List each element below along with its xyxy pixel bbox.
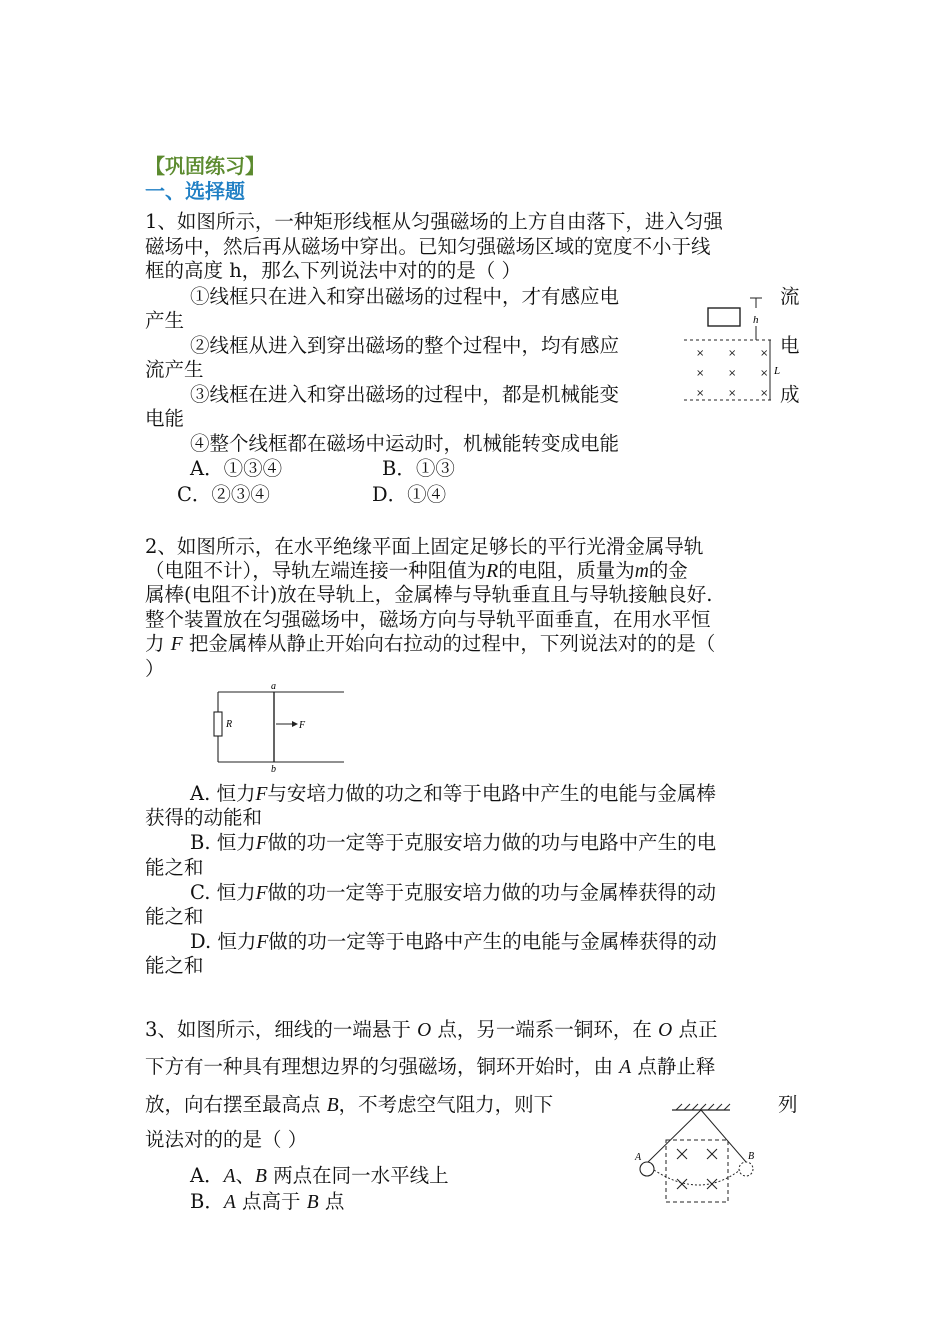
q1-statement-1-tail: 流 [780,285,800,308]
q1-option-c[interactable]: C．②③④ [177,483,270,506]
svg-text:×: × [760,348,769,359]
q1-line-2: 磁场中，然后再从磁场中穿出。已知匀强磁场区域的宽度不小于线 [145,235,711,258]
q3-option-a[interactable]: A．A、B 两点在同一水平线上 [190,1164,449,1187]
q2-line-2: （电阻不计），导轨左端连接一种阻值为R的电阻，质量为m的金 [145,559,688,582]
q1-statement-3-cont: 电能 [145,407,185,430]
q1-statement-1: ①线框只在进入和穿出磁场的过程中，才有感应电 [190,285,620,308]
q2-option-c-cont: 能之和 [145,905,204,928]
q1-option-a[interactable]: A．①③④ [190,457,283,480]
section-title: 一、选择题 [145,179,245,203]
q2-line-5: 力 F 把金属棒从静止开始向右拉动的过程中，下列说法对的的是（ [145,632,716,655]
q1-statement-2-cont: 流产生 [145,358,204,381]
q1-option-d[interactable]: D．①④ [372,483,447,506]
q2-option-a[interactable]: A. 恒力F与安培力做的功之和等于电路中产生的电能与金属棒 [190,782,716,805]
field-crosses [677,1149,717,1189]
swing-arc [654,1170,740,1185]
q2-line-1: 2、如图所示，在水平绝缘平面上固定足够长的平行光滑金属导轨 [145,535,704,558]
q2-figure-rails [210,680,350,775]
q2-line-4: 整个装置放在匀强磁场中，磁场方向与导轨平面垂直，在用水平恒 [145,608,711,631]
q2-option-a-cont: 获得的动能和 [145,806,263,829]
string-right [701,1110,746,1162]
q2-option-b-cont: 能之和 [145,856,204,879]
h-label: h [753,314,759,326]
coil-frame [708,308,740,326]
string-left [648,1110,701,1162]
svg-text:×: × [728,388,737,399]
q1-statement-3-tail: 成 [780,383,800,406]
q2-line-3: 属棒(电阻不计)放在导轨上，金属棒与导轨垂直且与导轨接触良好. [145,583,713,606]
L-label: L [774,365,781,377]
q1-line-1: 1、如图所示，一种矩形线框从匀强磁场的上方自由落下，进入匀强 [145,210,723,233]
q1-statement-2: ②线框从进入到穿出磁场的整个过程中，均有感应 [190,334,620,357]
svg-text:×: × [696,388,705,399]
point-b-label: B [748,1151,755,1162]
resistor [214,712,222,736]
field-crosses [696,348,768,399]
svg-text:×: × [696,348,705,359]
svg-text:×: × [728,348,737,359]
q3-line-2: 下方有一种具有理想边界的匀强磁场，铜环开始时，由 A 点静止释 [145,1055,716,1078]
q2-option-b[interactable]: B. 恒力F做的功一定等于克服安培力做的功与电路中产生的电 [190,831,717,854]
q2-option-c[interactable]: C. 恒力F做的功一定等于克服安培力做的功与金属棒获得的动 [190,881,717,904]
svg-text:×: × [760,368,769,379]
q1-statement-4: ④整个线框都在磁场中运动时，机械能转变成电能 [190,432,620,455]
resistor-label: R [226,719,233,730]
rod-label-b: b [271,764,276,775]
q1-statement-1-cont: 产生 [145,309,185,332]
q3-option-b[interactable]: B．A 点高于 B 点 [190,1190,345,1213]
q3-figure-pendulum [630,1100,760,1210]
section-label: 【巩固练习】 [145,154,265,178]
force-label: F [299,720,306,731]
q1-figure-frame-field [680,290,780,410]
force-arrow [292,721,298,727]
q3-line-3-tail: 列 [778,1093,798,1116]
ring-at-a [640,1162,654,1176]
q2-line-6: ） [145,657,165,680]
q3-line-3: 放，向右摆至最高点 B，不考虑空气阻力，则下 [145,1093,554,1116]
svg-text:×: × [760,388,769,399]
svg-text:×: × [696,368,705,379]
svg-text:×: × [728,368,737,379]
q1-line-3: 框的高度 h，那么下列说法中对的的是（ ） [145,259,521,282]
q3-line-4: 说法对的的是（ ） [145,1128,308,1151]
ring-at-b [739,1162,753,1176]
q1-statement-3: ③线框在进入和穿出磁场的过程中，都是机械能变 [190,383,620,406]
q2-option-d-cont: 能之和 [145,954,204,977]
rod-label-a: a [271,681,276,692]
magnetic-field-region [666,1140,728,1202]
point-a-label: A [635,1152,642,1163]
q3-line-1: 3、如图所示，细线的一端悬于 O 点，另一端系一铜环，在 O 点正 [145,1018,718,1041]
q1-option-b[interactable]: B．①③ [382,457,455,480]
q1-statement-2-tail: 电 [780,334,800,357]
q2-option-d[interactable]: D. 恒力F做的功一定等于电路中产生的电能与金属棒获得的动 [190,930,717,953]
